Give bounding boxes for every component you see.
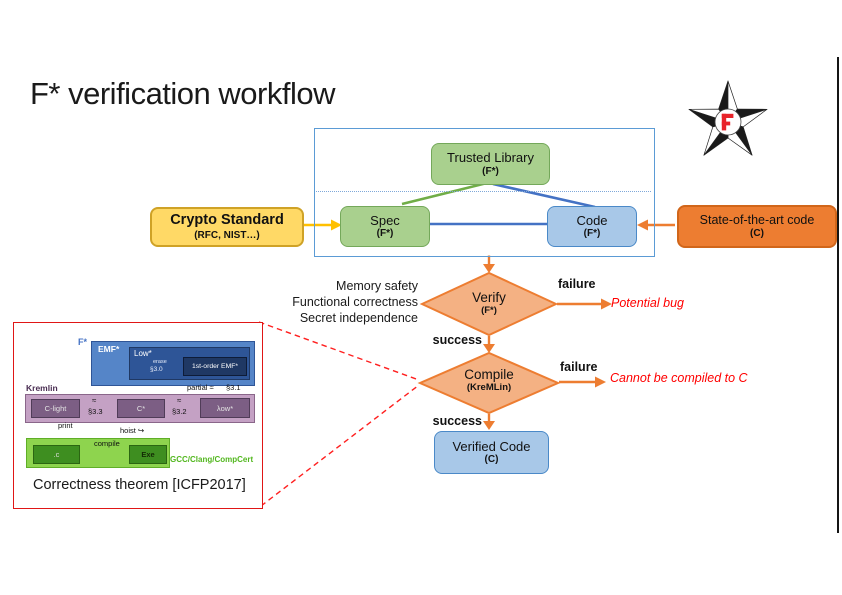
node-trusted-library — [431, 143, 550, 185]
inset-cstar-box — [117, 399, 165, 418]
verify-success-label: success — [432, 333, 482, 347]
node-crypto-standard-subtitle: (RFC, NIST…) — [194, 229, 260, 241]
node-spec-subtitle: (F*) — [376, 228, 394, 240]
fstar-logo-icon — [689, 81, 767, 155]
node-spec-title: Spec — [370, 212, 400, 228]
node-code-subtitle: (F*) — [583, 228, 601, 240]
inset-first-order-emf-box — [183, 357, 247, 376]
node-spec — [340, 206, 430, 247]
node-trusted-library-title: Trusted Library — [447, 150, 534, 166]
compile-diamond-label — [429, 367, 549, 393]
compile-title: Compile — [464, 367, 514, 382]
criteria-memory-safety: Memory safety — [336, 279, 418, 293]
inset-exe-label: Exe — [141, 450, 155, 459]
inset-toolchain-label: GCC/Clang/CompCert — [170, 455, 254, 464]
inset-section-33: §3.3 — [88, 407, 103, 416]
node-crypto-standard — [150, 207, 304, 247]
inset-erase-section: §3.0 — [150, 366, 163, 373]
node-sota-title: State-of-the-art code — [699, 213, 815, 227]
inset-partial-section: §3.1 — [226, 383, 241, 392]
node-code — [547, 206, 637, 247]
inset-lowstar-box — [200, 398, 250, 418]
inset-cfile-label: .c — [53, 450, 60, 459]
correctness-theorem-inset — [13, 322, 263, 509]
criteria-secret-independence: Secret independence — [299, 311, 418, 325]
inset-print-label: print — [58, 421, 73, 430]
verify-criteria — [260, 278, 418, 326]
node-trusted-library-subtitle: (F*) — [482, 165, 499, 177]
verify-failure-label: failure — [558, 277, 596, 291]
inset-kremlin-band — [25, 394, 255, 423]
compile-subtitle: (KreMLin) — [466, 381, 512, 393]
inset-clight-label: C-light — [44, 404, 67, 413]
inset-first-order-emf-label: 1st-order EMF* — [191, 363, 239, 370]
compile-failure-label: failure — [560, 360, 598, 374]
node-sota-subtitle: (C) — [750, 228, 764, 239]
inset-hoist-label: hoist ↪ — [120, 426, 145, 435]
inset-caption: Correctness theorem [ICFP2017] — [33, 477, 246, 493]
arrow-compile-failure — [559, 377, 606, 388]
inset-cstar-label: C* — [136, 404, 146, 413]
arrow-verify-to-compile — [483, 336, 495, 353]
inset-approx-33: ≈ — [92, 396, 97, 405]
compile-failure-result: Cannot be compiled to C — [610, 371, 748, 385]
inset-erase-label: erase — [153, 359, 167, 365]
compile-success-label: success — [432, 414, 482, 428]
inset-low-label: Low* — [134, 349, 152, 358]
page-title: F* verification workflow — [30, 76, 335, 111]
node-verified-code — [434, 431, 549, 474]
node-verified-code-title: Verified Code — [452, 438, 531, 454]
inset-lowstar-label: λow* — [216, 403, 234, 413]
inset-emf-box — [91, 341, 255, 386]
arrow-compile-to-verified — [483, 414, 495, 430]
inset-partial-label: partial ≈ — [187, 383, 214, 392]
verify-subtitle: (F*) — [481, 304, 497, 316]
criteria-functional-correctness: Functional correctness — [292, 295, 418, 309]
inset-gcc-band — [26, 438, 170, 468]
verify-failure-result: Potential bug — [611, 296, 684, 310]
node-verified-code-subtitle: (C) — [484, 454, 499, 466]
node-code-title: Code — [576, 212, 608, 228]
inset-cfile-box — [33, 445, 80, 464]
inset-section-32: §3.2 — [172, 407, 187, 416]
arrow-container-to-verify — [483, 256, 495, 274]
inset-kremlin-label: Kremlin — [26, 383, 58, 393]
arrow-verify-failure — [557, 299, 612, 310]
inset-low-box — [129, 347, 250, 380]
inset-clight-box — [31, 399, 80, 418]
container-dotted-divider — [316, 191, 651, 192]
inset-callout-dashes — [259, 322, 419, 506]
inset-approx-32: ≈ — [177, 396, 182, 405]
inset-exe-box — [129, 445, 167, 464]
node-state-of-the-art-code — [677, 205, 837, 248]
verify-title: Verify — [472, 290, 506, 305]
inset-compile-label: compile — [94, 439, 120, 448]
inset-emf-label: EMF* — [98, 344, 120, 354]
inset-fstar-label: F* — [78, 337, 87, 347]
node-crypto-standard-title: Crypto Standard — [170, 212, 284, 229]
verify-diamond-label — [439, 290, 539, 316]
